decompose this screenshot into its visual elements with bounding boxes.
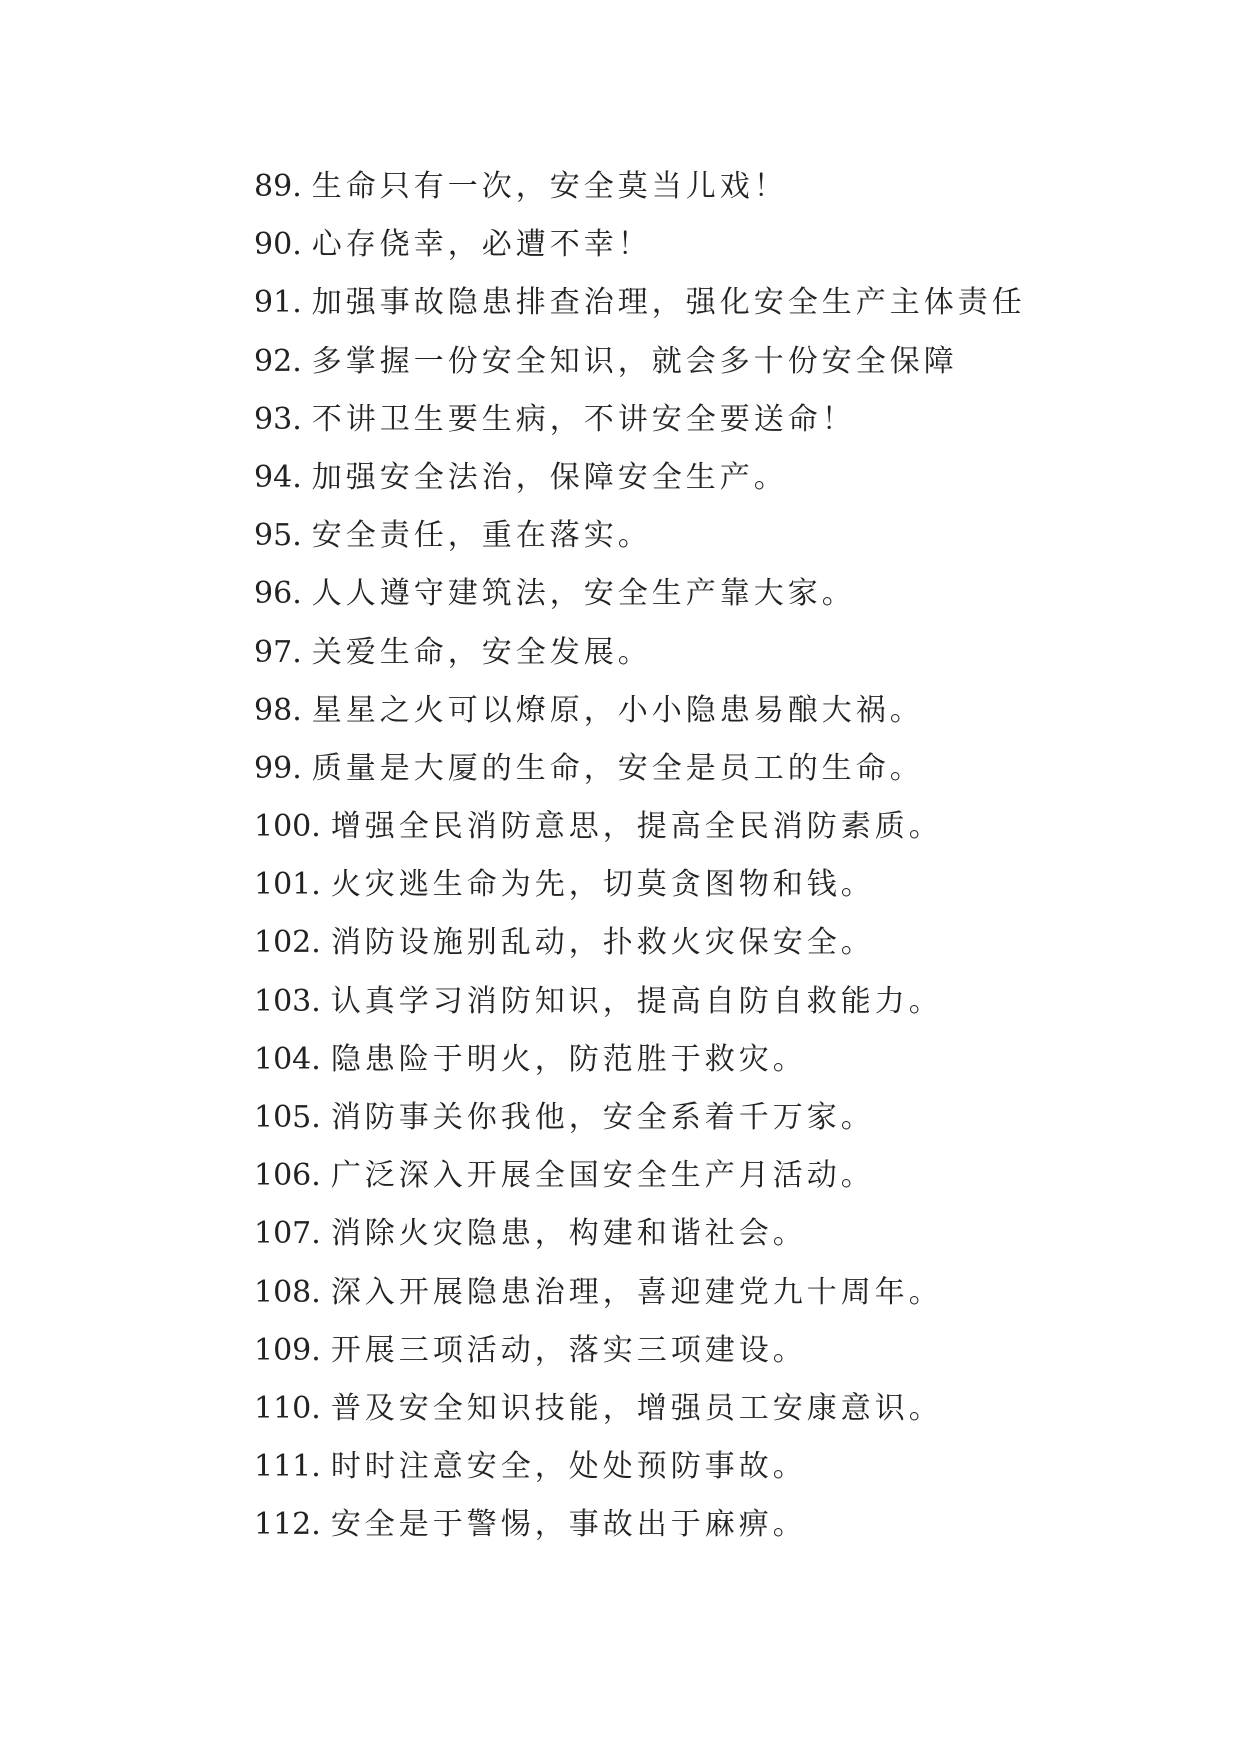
item-text: 不讲卫生要生病，不讲安全要送命！ [311,401,856,437]
item-number: 109 [254,1332,312,1368]
item-number: 103 [254,983,312,1019]
item-number: 92 [254,343,293,379]
item-number: 107 [254,1216,312,1252]
item-number: 104 [254,1041,312,1077]
item-number: 112 [254,1507,312,1543]
item-number: 102 [254,925,312,961]
list-item: 102. 消防设施别乱动，扑救火灾保安全。 [254,925,875,961]
list-item: 100. 增强全民消防意思，提高全民消防素质。 [254,809,943,845]
list-item: 111. 时时注意安全，处处预防事故。 [254,1449,807,1485]
list-item: 92. 多掌握一份安全知识，就会多十份安全保障 [254,343,958,379]
item-text: 安全责任，重在落实。 [311,518,652,554]
slogan-list [254,158,1026,1555]
list-item: 98. 星星之火可以燎原，小小隐患易酿大祸。 [254,692,924,728]
item-text: 广泛深入开展全国安全生产月活动。 [330,1158,875,1194]
item-number: 89 [254,169,293,204]
item-text: 加强事故隐患排查治理，强化安全生产主体责任 [311,285,1026,321]
item-number: 99 [254,750,293,786]
list-item: 110. 普及安全知识技能，增强员工安康意识。 [254,1390,943,1426]
item-number: 111 [254,1449,312,1485]
item-text: 星星之火可以燎原，小小隐患易酿大祸。 [311,692,924,728]
item-text: 开展三项活动，落实三项建设。 [330,1332,807,1368]
item-number: 93 [254,401,293,437]
list-item: 103. 认真学习消防知识，提高自防自救能力。 [254,983,943,1019]
list-item: 99. 质量是大厦的生命，安全是员工的生命。 [254,750,924,786]
item-number: 105 [254,1100,312,1135]
item-number: 106 [254,1158,312,1194]
item-text: 隐患险于明火，防范胜于救灾。 [330,1041,807,1077]
list-item: 90. 心存侥幸，必遭不幸！ [254,227,652,263]
list-item: 94. 加强安全法治，保障安全生产。 [254,459,788,495]
item-text: 普及安全知识技能，增强员工安康意识。 [330,1390,943,1426]
item-text: 人人遵守建筑法，安全生产靠大家。 [311,576,856,612]
item-number: 95 [254,518,293,554]
list-item: 104. 隐患险于明火，防范胜于救灾。 [254,1041,807,1077]
item-number: 91 [254,285,293,321]
item-text: 生命只有一次，安全莫当儿戏！ [311,169,788,204]
item-number: 98 [254,692,293,728]
item-text: 多掌握一份安全知识，就会多十份安全保障 [311,343,958,379]
item-number: 96 [254,576,293,612]
item-text: 认真学习消防知识，提高自防自救能力。 [330,983,943,1019]
item-text: 关爱生命，安全发展。 [311,634,652,670]
list-item: 89. 生命只有一次，安全莫当儿戏！ [254,169,788,204]
list-item: 106. 广泛深入开展全国安全生产月活动。 [254,1158,875,1194]
item-number: 110 [254,1390,312,1426]
item-number: 101 [254,867,312,903]
item-text: 安全是于警惕，事故出于麻痹。 [330,1507,807,1543]
item-number: 94 [254,459,293,495]
item-text: 增强全民消防意思，提高全民消防素质。 [330,809,943,845]
list-item: 101. 火灾逃生命为先，切莫贪图物和钱。 [254,867,875,903]
list-item: 95. 安全责任，重在落实。 [254,518,652,554]
item-text: 加强安全法治，保障安全生产。 [311,459,788,495]
list-item: 105. 消防事关你我他，安全系着千万家。 [254,1100,875,1135]
list-item: 107. 消除火灾隐患，构建和谐社会。 [254,1216,807,1252]
list-item: 109. 开展三项活动，落实三项建设。 [254,1332,807,1368]
list-item: 96. 人人遵守建筑法，安全生产靠大家。 [254,576,856,612]
item-text: 火灾逃生命为先，切莫贪图物和钱。 [330,867,875,903]
item-text: 时时注意安全，处处预防事故。 [330,1449,807,1485]
item-text: 质量是大厦的生命，安全是员工的生命。 [311,750,924,786]
list-item: 112. 安全是于警惕，事故出于麻痹。 [254,1507,807,1543]
item-text: 消除火灾隐患，构建和谐社会。 [330,1216,807,1252]
item-text: 消防事关你我他，安全系着千万家。 [330,1100,875,1135]
item-text: 心存侥幸，必遭不幸！ [311,227,652,263]
list-item: 108. 深入开展隐患治理，喜迎建党九十周年。 [254,1274,943,1310]
list-item: 93. 不讲卫生要生病，不讲安全要送命！ [254,401,856,437]
item-number: 108 [254,1274,312,1310]
item-text: 深入开展隐患治理，喜迎建党九十周年。 [330,1274,943,1310]
item-number: 97 [254,634,293,670]
list-item: 97. 关爱生命，安全发展。 [254,634,652,670]
item-number: 100 [254,809,312,845]
item-text: 消防设施别乱动，扑救火灾保安全。 [330,925,875,961]
item-number: 90 [254,227,293,263]
list-item: 91. 加强事故隐患排查治理，强化安全生产主体责任 [254,285,1026,321]
